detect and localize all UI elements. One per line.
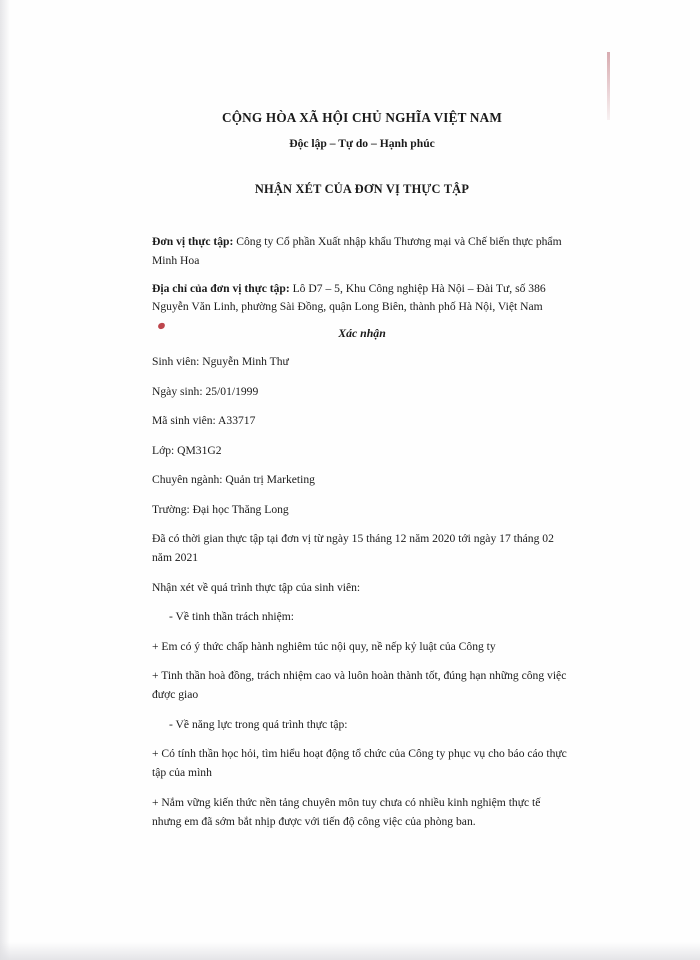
- capability-point-1: + Có tính thần học hỏi, tìm hiểu hoạt động tổ chức của Công ty phục vụ cho báo cáo thực tập của mình: [152, 747, 567, 780]
- document-title: NHẬN XÉT CỦA ĐƠN VỊ THỰC TẬP: [254, 182, 470, 196]
- confirmation-heading: Xác nhận: [338, 326, 386, 341]
- student-id-line: Mã sinh viên: A33717: [152, 414, 256, 428]
- page-bottom-edge-shadow: [0, 942, 700, 960]
- responsibility-point-1: + Em có ý thức chấp hành nghiêm túc nội quy, nề nếp kỷ luật của Công ty: [152, 639, 496, 653]
- capability-point-2: + Nắm vững kiến thức nền tảng chuyên môn tuy chưa có nhiều kinh nghiệm thực tế nhưng em đã sớm bắt nhịp được với tiến độ công việc của phòng ban.: [152, 796, 541, 828]
- company-label: Đơn vị thực tập:: [152, 235, 234, 248]
- national-motto: Độc lập – Tự do – Hạnh phúc: [289, 137, 435, 150]
- capability-section-heading: - Về năng lực trong quá trình thực tập:: [169, 717, 348, 731]
- address-field: [152, 280, 572, 318]
- address-label: Địa chỉ của đơn vị thực tập:: [152, 281, 290, 295]
- responsibility-point-2: + Tinh thần hoà đồng, trách nhiệm cao và luôn hoàn thành tốt, đúng hạn những công việc được giao: [152, 669, 567, 702]
- address-value: Lô D7 – 5, Khu Công nghiệp Hà Nội – Đài Tư, số 386 Nguyễn Văn Linh, phường Sài Đồng, quận Long Biên, thành phố Hà Nội, Việt Nam: [152, 281, 546, 314]
- student-dob-line: Ngày sinh: 25/01/1999: [152, 384, 259, 398]
- review-intro-line: Nhận xét về quá trình thực tập của sinh viên:: [152, 580, 361, 594]
- page-left-edge-shadow: [0, 0, 10, 960]
- responsibility-section-heading: - Về tinh thần trách nhiệm:: [169, 610, 295, 624]
- company-field: [152, 233, 572, 271]
- student-school-line: Trường: Đại học Thăng Long: [152, 502, 289, 516]
- company-value: Công ty Cổ phần Xuất nhập khẩu Thương mại và Chế biến thực phẩm Minh Hoa: [152, 235, 562, 267]
- student-name-line: Sinh viên: Nguyễn Minh Thư: [152, 355, 289, 369]
- internship-duration-line: Đã có thời gian thực tập tại đơn vị từ ngày 15 tháng 12 năm 2020 tới ngày 17 tháng 02 năm 2021: [152, 532, 554, 564]
- student-major-line: Chuyên ngành: Quản trị Marketing: [152, 473, 315, 487]
- document-body: [152, 110, 572, 843]
- student-class-line: Lớp: QM31G2: [152, 443, 222, 457]
- scan-artifact-mark: [607, 52, 610, 120]
- national-heading: CỘNG HÒA XÃ HỘI CHỦ NGHĨA VIỆT NAM: [222, 110, 502, 125]
